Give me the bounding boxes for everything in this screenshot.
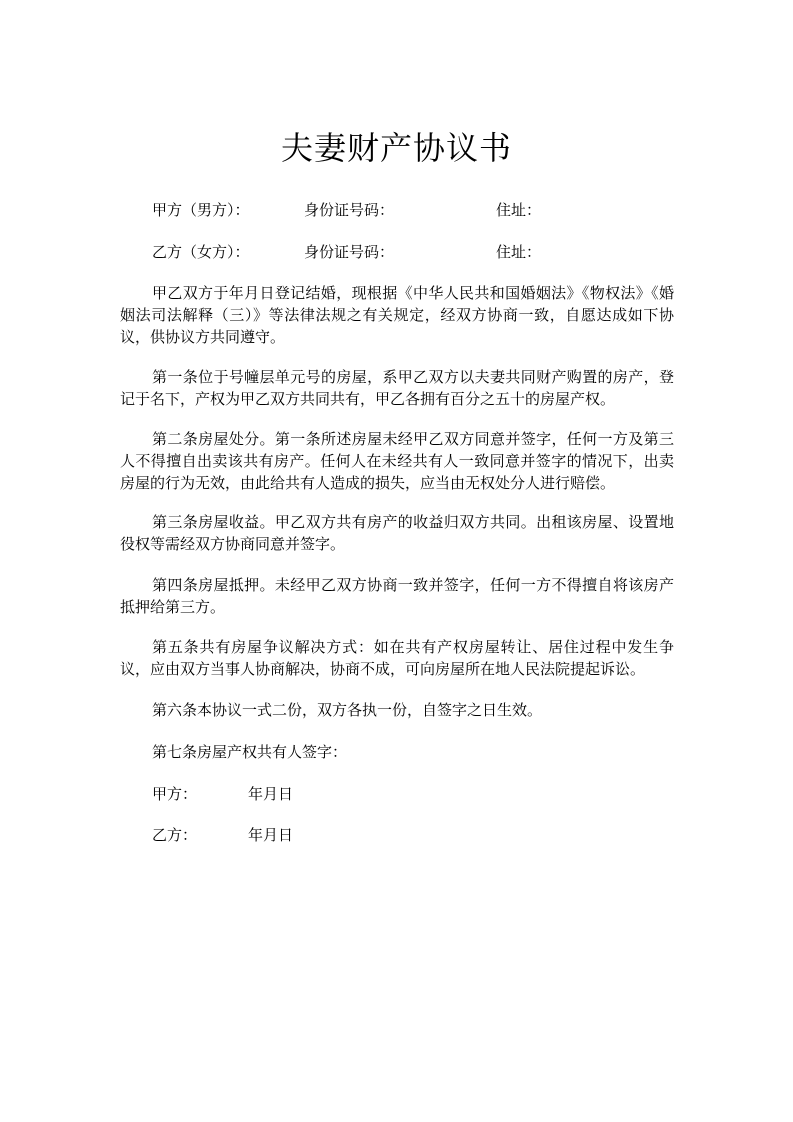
party-b-address-label: 住址： <box>496 243 542 261</box>
party-b-id-label: 身份证号码： <box>304 243 395 261</box>
article-6: 第六条本协议一式二份，双方各执一份，自签字之日生效。 <box>152 701 543 719</box>
signature-b-date: 年月日 <box>248 826 294 844</box>
article-1: 第一条位于号幢层单元号的房屋，系甲乙双方以夫妻共同财产购置的房产，登记于名下，产权为甲乙双方共同共有，甲乙各拥有百分之五十的房屋产权。 <box>120 368 674 408</box>
article-5: 第五条共有房屋争议解决方式：如在共有产权房屋转让、居住过程中发生争议，应由双方当事人协商解决，协商不成，可向房屋所在地人民法院提起诉讼。 <box>120 638 674 678</box>
signature-b-label: 乙方： <box>152 826 198 844</box>
party-a-address-label: 住址： <box>496 201 542 219</box>
signature-a-date: 年月日 <box>248 785 294 803</box>
party-b-label: 乙方（女方）： <box>152 243 250 261</box>
signature-a-label: 甲方： <box>152 785 198 803</box>
document-title: 夫妻财产协议书 <box>280 129 512 167</box>
article-7: 第七条房屋产权共有人签字： <box>152 743 348 761</box>
article-3: 第三条房屋收益。甲乙双方共有房产的收益归双方共同。出租该房屋、设置地役权等需经双方协商同意并签字。 <box>120 513 674 553</box>
article-4: 第四条房屋抵押。未经甲乙双方协商一致并签字，任何一方不得擅自将该房产抵押给第三方。 <box>120 576 674 616</box>
article-2: 第二条房屋处分。第一条所述房屋未经甲乙双方同意并签字，任何一方及第三人不得擅自出卖该共有房产。任何人在未经共有人一致同意并签字的情况下，出卖房屋的行为无效，由此给共有人造成的损失，应当由无权处分人进行赔偿。 <box>120 430 674 492</box>
party-a-id-label: 身份证号码： <box>304 201 395 219</box>
party-a-label: 甲方（男方）： <box>152 201 250 219</box>
preamble-paragraph: 甲乙双方于年月日登记结婚，现根据《中华人民共和国婚姻法》《物权法》《婚姻法司法解释（三）》等法律法规之有关规定，经双方协商一致，自愿达成如下协议，供协议方共同遵守。 <box>120 284 674 346</box>
